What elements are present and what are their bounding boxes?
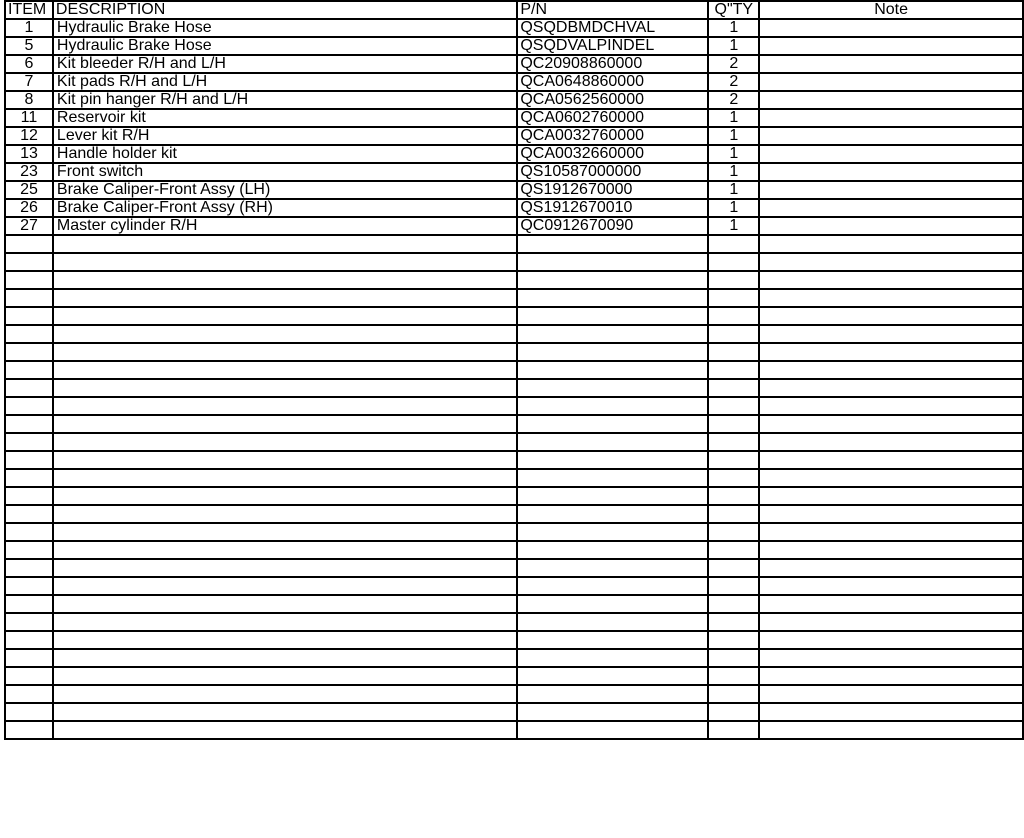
cell-part-number: QC0912670090 (517, 217, 708, 235)
cell-note (759, 595, 1023, 613)
cell-item (5, 577, 53, 595)
empty-table-row (5, 595, 1023, 613)
cell-part-number (517, 703, 708, 721)
cell-quantity (708, 307, 759, 325)
empty-table-row (5, 361, 1023, 379)
cell-quantity: 1 (708, 217, 759, 235)
cell-quantity: 2 (708, 55, 759, 73)
empty-table-row (5, 649, 1023, 667)
cell-description: Hydraulic Brake Hose (53, 37, 517, 55)
cell-item (5, 253, 53, 271)
cell-quantity: 1 (708, 199, 759, 217)
cell-note (759, 343, 1023, 361)
cell-part-number (517, 433, 708, 451)
cell-quantity (708, 253, 759, 271)
cell-part-number (517, 253, 708, 271)
cell-description (53, 451, 517, 469)
cell-part-number (517, 577, 708, 595)
cell-item: 25 (5, 181, 53, 199)
cell-item (5, 379, 53, 397)
cell-note (759, 397, 1023, 415)
empty-table-row (5, 451, 1023, 469)
cell-item: 12 (5, 127, 53, 145)
empty-table-row (5, 667, 1023, 685)
cell-quantity (708, 289, 759, 307)
cell-item (5, 505, 53, 523)
cell-description (53, 685, 517, 703)
cell-note (759, 361, 1023, 379)
cell-description: Reservoir kit (53, 109, 517, 127)
cell-quantity (708, 415, 759, 433)
cell-quantity: 1 (708, 181, 759, 199)
cell-note (759, 703, 1023, 721)
cell-quantity (708, 631, 759, 649)
table-row (5, 163, 1023, 181)
cell-note (759, 199, 1023, 217)
cell-description: Brake Caliper-Front Assy (RH) (53, 199, 517, 217)
cell-part-number: QS1912670010 (517, 199, 708, 217)
cell-note (759, 55, 1023, 73)
cell-quantity (708, 721, 759, 739)
cell-description (53, 703, 517, 721)
cell-quantity: 1 (708, 37, 759, 55)
cell-item: 8 (5, 91, 53, 109)
cell-note (759, 487, 1023, 505)
empty-table-row (5, 289, 1023, 307)
cell-quantity (708, 577, 759, 595)
cell-quantity (708, 271, 759, 289)
cell-quantity: 1 (708, 109, 759, 127)
cell-description (53, 523, 517, 541)
cell-description (53, 487, 517, 505)
cell-part-number (517, 415, 708, 433)
cell-part-number (517, 487, 708, 505)
cell-note (759, 289, 1023, 307)
cell-quantity (708, 613, 759, 631)
cell-part-number (517, 631, 708, 649)
empty-table-row (5, 469, 1023, 487)
empty-table-row (5, 631, 1023, 649)
cell-quantity: 1 (708, 127, 759, 145)
header-part-number: P/N (517, 1, 708, 19)
cell-description (53, 649, 517, 667)
empty-table-row (5, 397, 1023, 415)
cell-quantity (708, 343, 759, 361)
cell-note (759, 631, 1023, 649)
cell-part-number (517, 541, 708, 559)
cell-item (5, 433, 53, 451)
cell-item (5, 703, 53, 721)
cell-item (5, 289, 53, 307)
cell-note (759, 325, 1023, 343)
cell-item (5, 415, 53, 433)
cell-note (759, 19, 1023, 37)
cell-description (53, 433, 517, 451)
cell-description: Kit pads R/H and L/H (53, 73, 517, 91)
header-quantity: Q"TY (708, 1, 759, 19)
cell-item (5, 649, 53, 667)
cell-description (53, 577, 517, 595)
cell-description (53, 415, 517, 433)
cell-note (759, 721, 1023, 739)
empty-table-row (5, 523, 1023, 541)
cell-description: Kit pin hanger R/H and L/H (53, 91, 517, 109)
cell-part-number: QCA0032760000 (517, 127, 708, 145)
cell-part-number: QSQDBMDCHVAL (517, 19, 708, 37)
cell-note (759, 217, 1023, 235)
cell-note (759, 685, 1023, 703)
cell-description (53, 343, 517, 361)
empty-table-row (5, 307, 1023, 325)
cell-part-number (517, 559, 708, 577)
cell-quantity (708, 649, 759, 667)
cell-item: 5 (5, 37, 53, 55)
cell-part-number: QCA0032660000 (517, 145, 708, 163)
cell-note (759, 379, 1023, 397)
cell-note (759, 451, 1023, 469)
cell-item (5, 685, 53, 703)
cell-part-number (517, 721, 708, 739)
cell-description (53, 595, 517, 613)
empty-table-row (5, 541, 1023, 559)
empty-table-row (5, 271, 1023, 289)
cell-note (759, 649, 1023, 667)
cell-part-number (517, 235, 708, 253)
cell-quantity: 2 (708, 73, 759, 91)
empty-table-row (5, 253, 1023, 271)
cell-part-number (517, 469, 708, 487)
cell-item (5, 271, 53, 289)
cell-item (5, 325, 53, 343)
cell-part-number (517, 325, 708, 343)
cell-quantity (708, 541, 759, 559)
table-row (5, 127, 1023, 145)
cell-note (759, 307, 1023, 325)
cell-part-number (517, 523, 708, 541)
cell-part-number (517, 343, 708, 361)
cell-quantity (708, 505, 759, 523)
cell-note (759, 613, 1023, 631)
cell-item (5, 667, 53, 685)
cell-part-number: QCA0648860000 (517, 73, 708, 91)
cell-part-number (517, 361, 708, 379)
cell-part-number: QS1912670000 (517, 181, 708, 199)
header-row (5, 1, 1023, 19)
cell-item (5, 721, 53, 739)
cell-description (53, 613, 517, 631)
cell-item (5, 559, 53, 577)
empty-table-row (5, 325, 1023, 343)
empty-table-row (5, 415, 1023, 433)
cell-quantity (708, 595, 759, 613)
cell-quantity: 1 (708, 145, 759, 163)
cell-description (53, 379, 517, 397)
cell-part-number (517, 289, 708, 307)
cell-description (53, 289, 517, 307)
cell-part-number (517, 613, 708, 631)
table-row (5, 91, 1023, 109)
cell-description (53, 235, 517, 253)
cell-note (759, 415, 1023, 433)
cell-quantity (708, 487, 759, 505)
cell-note (759, 505, 1023, 523)
empty-table-row (5, 703, 1023, 721)
cell-part-number: QS10587000000 (517, 163, 708, 181)
empty-table-row (5, 235, 1023, 253)
cell-description (53, 469, 517, 487)
cell-note (759, 469, 1023, 487)
cell-item (5, 613, 53, 631)
cell-item (5, 595, 53, 613)
parts-list-table (4, 0, 1024, 740)
empty-table-row (5, 505, 1023, 523)
cell-item (5, 541, 53, 559)
cell-part-number (517, 307, 708, 325)
cell-part-number: QC20908860000 (517, 55, 708, 73)
cell-note (759, 145, 1023, 163)
cell-quantity (708, 397, 759, 415)
cell-item (5, 343, 53, 361)
cell-description (53, 541, 517, 559)
table-row (5, 55, 1023, 73)
empty-table-row (5, 685, 1023, 703)
cell-note (759, 271, 1023, 289)
cell-description (53, 631, 517, 649)
cell-part-number (517, 667, 708, 685)
table-row (5, 19, 1023, 37)
cell-note (759, 667, 1023, 685)
empty-table-row (5, 613, 1023, 631)
cell-description: Lever kit R/H (53, 127, 517, 145)
cell-item (5, 361, 53, 379)
cell-item (5, 631, 53, 649)
cell-part-number (517, 595, 708, 613)
cell-description: Master cylinder R/H (53, 217, 517, 235)
cell-quantity: 1 (708, 19, 759, 37)
cell-part-number (517, 649, 708, 667)
cell-item: 7 (5, 73, 53, 91)
cell-quantity (708, 469, 759, 487)
cell-part-number (517, 379, 708, 397)
cell-quantity (708, 433, 759, 451)
table-row (5, 181, 1023, 199)
cell-description (53, 325, 517, 343)
cell-description (53, 721, 517, 739)
cell-part-number (517, 451, 708, 469)
empty-table-row (5, 433, 1023, 451)
cell-part-number: QSQDVALPINDEL (517, 37, 708, 55)
cell-description: Kit bleeder R/H and L/H (53, 55, 517, 73)
empty-table-row (5, 559, 1023, 577)
table-row (5, 109, 1023, 127)
cell-item: 1 (5, 19, 53, 37)
cell-part-number (517, 505, 708, 523)
empty-table-row (5, 721, 1023, 739)
cell-note (759, 73, 1023, 91)
cell-note (759, 163, 1023, 181)
cell-note (759, 109, 1023, 127)
cell-item: 27 (5, 217, 53, 235)
cell-note (759, 127, 1023, 145)
cell-note (759, 253, 1023, 271)
cell-note (759, 577, 1023, 595)
cell-quantity (708, 667, 759, 685)
cell-note (759, 91, 1023, 109)
cell-note (759, 181, 1023, 199)
table-row (5, 199, 1023, 217)
cell-quantity (708, 379, 759, 397)
cell-item (5, 235, 53, 253)
cell-description (53, 559, 517, 577)
cell-description: Front switch (53, 163, 517, 181)
cell-part-number: QCA0562560000 (517, 91, 708, 109)
cell-description (53, 397, 517, 415)
header-note: Note (759, 1, 1023, 19)
cell-item: 6 (5, 55, 53, 73)
cell-part-number (517, 271, 708, 289)
cell-quantity (708, 235, 759, 253)
cell-quantity (708, 325, 759, 343)
cell-quantity: 2 (708, 91, 759, 109)
cell-item (5, 307, 53, 325)
cell-quantity (708, 559, 759, 577)
cell-item (5, 451, 53, 469)
table-row (5, 73, 1023, 91)
cell-item: 11 (5, 109, 53, 127)
empty-table-row (5, 379, 1023, 397)
cell-description: Brake Caliper-Front Assy (LH) (53, 181, 517, 199)
cell-item: 26 (5, 199, 53, 217)
empty-table-row (5, 487, 1023, 505)
cell-note (759, 37, 1023, 55)
cell-description (53, 253, 517, 271)
cell-description (53, 667, 517, 685)
cell-part-number: QCA0602760000 (517, 109, 708, 127)
empty-table-row (5, 343, 1023, 361)
cell-description (53, 505, 517, 523)
cell-note (759, 541, 1023, 559)
parts-list-body (5, 19, 1023, 739)
cell-part-number (517, 685, 708, 703)
header-description: DESCRIPTION (53, 1, 517, 19)
cell-note (759, 559, 1023, 577)
cell-quantity (708, 685, 759, 703)
table-row (5, 37, 1023, 55)
cell-item (5, 469, 53, 487)
cell-part-number (517, 397, 708, 415)
cell-description: Handle holder kit (53, 145, 517, 163)
cell-quantity (708, 703, 759, 721)
cell-item: 23 (5, 163, 53, 181)
cell-item: 13 (5, 145, 53, 163)
cell-quantity (708, 361, 759, 379)
empty-table-row (5, 577, 1023, 595)
cell-description: Hydraulic Brake Hose (53, 19, 517, 37)
table-row (5, 145, 1023, 163)
cell-item (5, 397, 53, 415)
cell-description (53, 307, 517, 325)
cell-description (53, 361, 517, 379)
cell-quantity (708, 451, 759, 469)
cell-description (53, 271, 517, 289)
cell-item (5, 523, 53, 541)
cell-note (759, 523, 1023, 541)
cell-note (759, 433, 1023, 451)
cell-quantity: 1 (708, 163, 759, 181)
cell-quantity (708, 523, 759, 541)
cell-note (759, 235, 1023, 253)
header-item: ITEM (5, 1, 53, 19)
cell-item (5, 487, 53, 505)
table-row (5, 217, 1023, 235)
